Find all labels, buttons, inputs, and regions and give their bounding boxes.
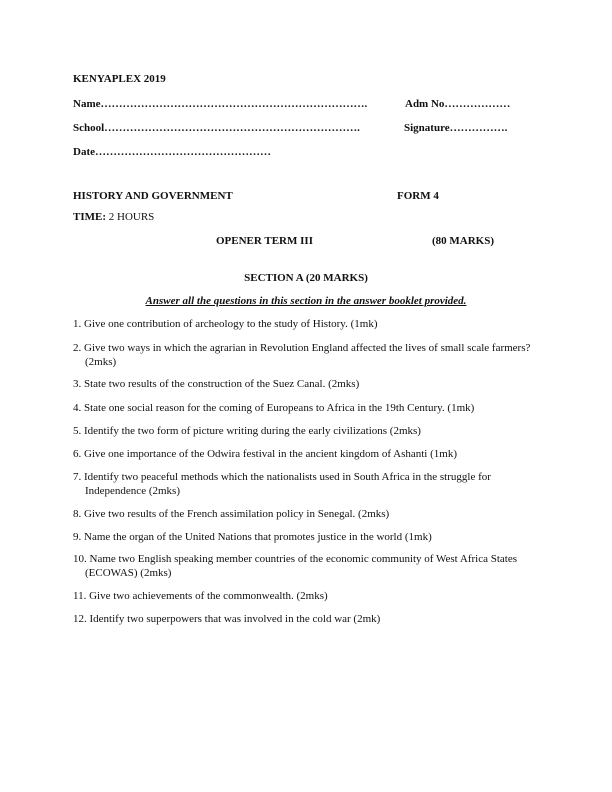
subject-title: HISTORY AND GOVERNMENT xyxy=(73,190,233,202)
form-label: FORM 4 xyxy=(397,190,439,202)
time-line xyxy=(73,210,154,224)
date-field: Date………………………………………… xyxy=(73,146,271,158)
question-11: 11. Give two achievements of the commonwealth. (2mks) xyxy=(73,590,328,602)
section-title: SECTION A (20 MARKS) xyxy=(244,272,368,284)
question-10: 10. Name two English speaking member countries of the economic community of West Africa States (ECOWAS) (2mks) xyxy=(73,553,518,580)
time-value: 2 HOURS xyxy=(108,211,155,223)
school-code: KENYAPLEX 2019 xyxy=(73,73,166,85)
adm-no-field: Adm No……………… xyxy=(405,98,511,110)
question-2: 2. Give two ways in which the agrarian in Revolution England affected the lives of small scale farmers? (2mks) xyxy=(73,342,531,369)
term-label: OPENER TERM III xyxy=(216,235,313,247)
signature-field: Signature……………. xyxy=(404,122,508,134)
question-3: 3. State two results of the construction of the Suez Canal. (2mks) xyxy=(73,378,360,390)
question-9: 9. Name the organ of the United Nations that promotes justice in the world (1mk) xyxy=(73,531,432,543)
question-6: 6. Give one importance of the Odwira festival in the ancient kingdom of Ashanti (1mk) xyxy=(73,448,457,460)
question-1: 1. Give one contribution of archeology to the study of History. (1mk) xyxy=(73,318,378,330)
time-label: TIME: xyxy=(73,211,106,223)
section-instruction: Answer all the questions in this section in the answer booklet provided. xyxy=(145,295,467,307)
name-field: Name………………………………………………………………. xyxy=(73,98,368,110)
question-8: 8. Give two results of the French assimilation policy in Senegal. (2mks) xyxy=(73,508,390,520)
question-7: 7. Identify two peaceful methods which the nationalists used in South Africa in the struggle for Independence (2mks) xyxy=(73,471,491,498)
marks-label: (80 MARKS) xyxy=(432,235,495,247)
question-5: 5. Identify the two form of picture writing during the early civilizations (2mks) xyxy=(73,425,421,437)
question-12: 12. Identify two superpowers that was involved in the cold war (2mk) xyxy=(73,613,381,625)
question-4: 4. State one social reason for the coming of Europeans to Africa in the 19th Century. (1mk) xyxy=(73,402,475,414)
school-field: School……………………………………………………………. xyxy=(73,122,360,134)
